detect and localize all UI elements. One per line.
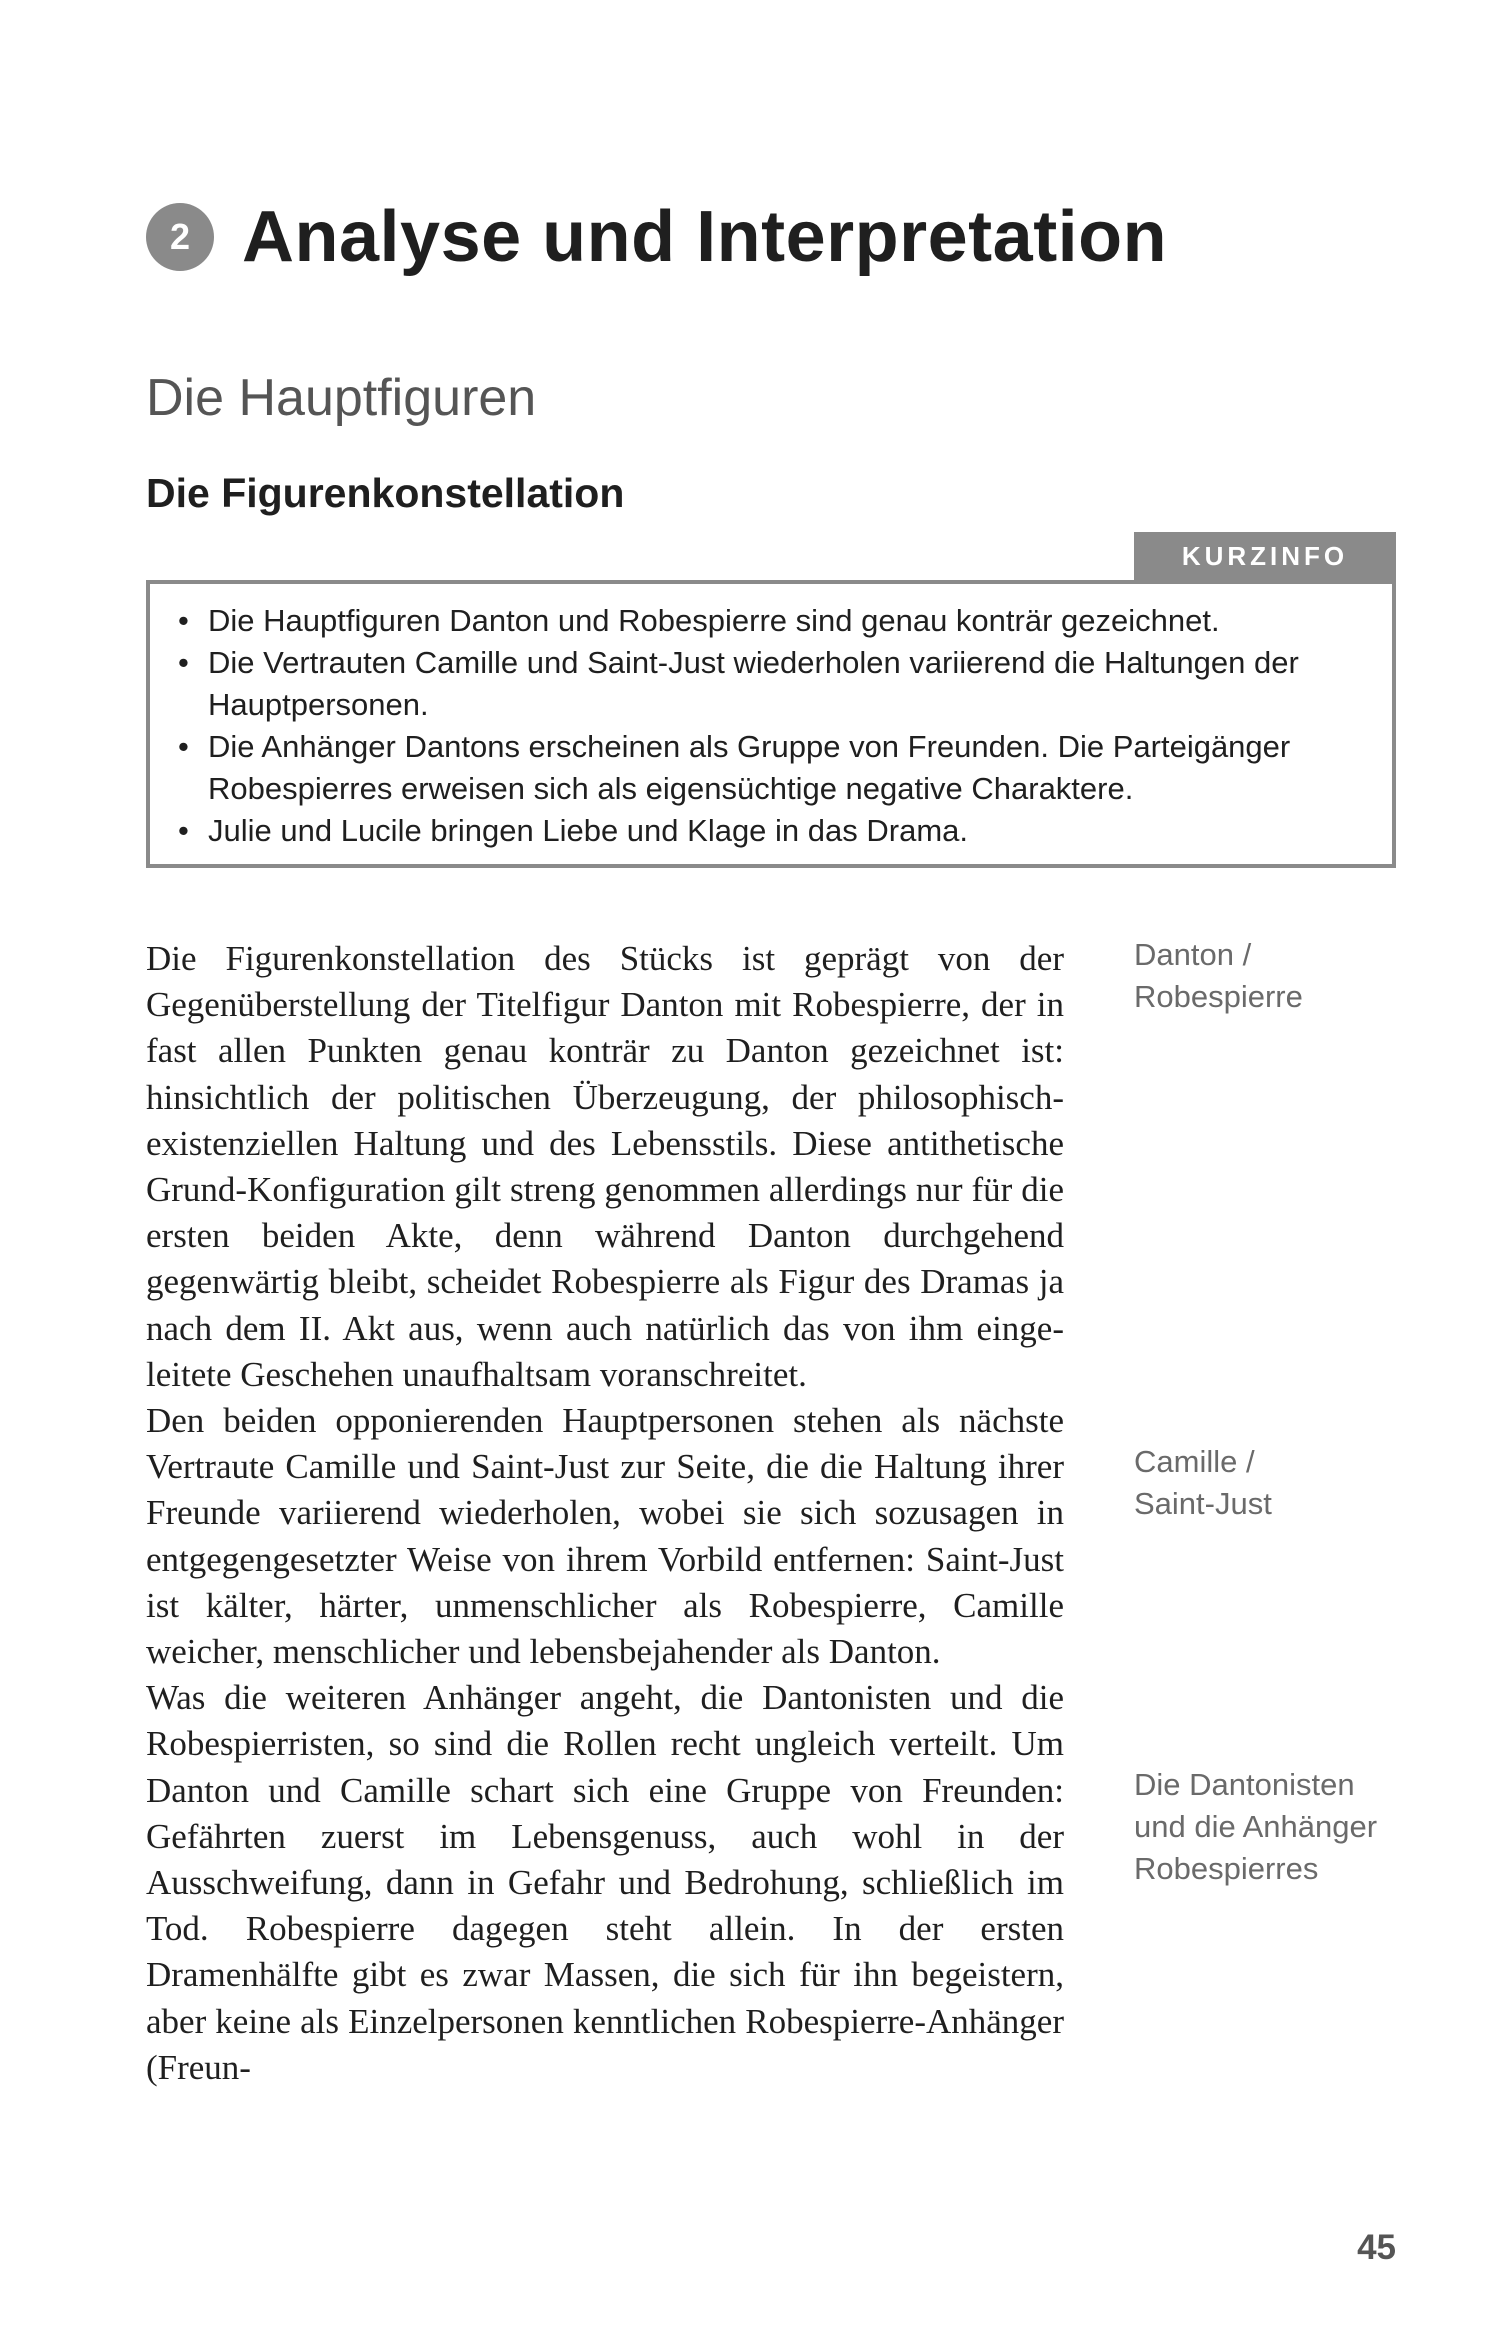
chapter-number-badge: 2 (146, 203, 214, 271)
margin-note-line: und die Anhänger (1134, 1809, 1378, 1844)
paragraph-danton-robespierre: Die Figurenkonstellation des Stücks ist geprägt von der Gegenüberstellung der Titelfigur Danton mit Robespierre, der in fast allen Punkten genau konträr zu Danton gezeichnet ist: hinsichtlich der politischen Überzeugung, der philosophisch-existenziellen Haltung und des Lebensstils. Diese antithetische Grund-Konfiguration gilt streng genommen allerdings nur für die ersten beiden Akte, denn während Danton durchgehend gegenwärtig bleibt, scheidet Robespierre als Figur des Dramas ja nach dem II. Akt aus, wenn auch natürlich das von ihm eingeleitete Geschehen unaufhaltsam voranschreitet. (146, 939, 1064, 1394)
paragraph-anhaenger: Was die weiteren Anhänger angeht, die Dantonisten und die Robespierristen, so sind die Rollen recht ungleich verteilt. Um Danton und Camille schart sich eine Gruppe von Freunden: Gefährten zuerst im Lebensgenuss, auch wohl in der Ausschweifung, dann in Gefahr und Bedrohung, schließlich im Tod. Robespierre dagegen steht allein. In der ersten Dramenhälfte gibt es zwar Massen, die sich für ihn begeistern, aber keine als Einzelpersonen kenntlichen Robespierre-Anhänger (Freun- (146, 1678, 1064, 2087)
kurzinfo-label: KURZINFO (1134, 532, 1396, 580)
kurzinfo-list (150, 584, 1392, 852)
margin-note-line: Saint-Just (1134, 1486, 1272, 1521)
margin-note-line: Die Dantonisten (1134, 1767, 1355, 1802)
kurzinfo-item: • Julie und Lucile bringen Liebe und Klage in das Drama. (174, 810, 1372, 852)
chapter-title: Analyse und Interpretation (242, 197, 1168, 277)
section-title: Die Hauptfiguren (146, 369, 537, 427)
body-text (146, 936, 1064, 2091)
margin-note-line: Robespierres (1134, 1851, 1319, 1886)
margin-note-line: Camille / (1134, 1444, 1255, 1479)
subsection-title: Die Figurenkonstellation (146, 470, 625, 516)
margin-note-danton-robespierre (1134, 934, 1414, 1018)
margin-note-line: Danton / (1134, 937, 1252, 972)
kurzinfo-item: • Die Hauptfiguren Danton und Robespierre sind genau konträr gezeichnet. (174, 600, 1372, 642)
kurzinfo-item: • Die Vertrauten Camille und Saint-Just wiederholen variierend die Haltungen der Hauptpersonen. (174, 642, 1372, 726)
paragraph-camille-saint-just: Den beiden opponierenden Hauptpersonen stehen als nächste Vertraute Camille und Saint-Just zur Seite, die die Haltung ihrer Freunde variierend wiederholen, wobei sie sich sozusagen in entgegengesetzter Weise von ihrem Vorbild entfernen: Saint-Just ist kälter, härter, unmenschlicher als Robespierre, Camille weicher, menschlicher und lebensbejahender als Danton. (146, 1401, 1064, 1672)
kurzinfo-box (146, 580, 1396, 868)
chapter-heading (146, 196, 1167, 278)
margin-note-camille-saint-just (1134, 1441, 1414, 1525)
margin-note-line: Robespierre (1134, 979, 1303, 1014)
kurzinfo-item: • Die Anhänger Dantons erscheinen als Gruppe von Freunden. Die Parteigänger Robespierres erweisen sich als eigensüchtige negative Charaktere. (174, 726, 1372, 810)
page-number: 45 (1357, 2228, 1396, 2267)
margin-note-dantonisten (1134, 1764, 1414, 1890)
